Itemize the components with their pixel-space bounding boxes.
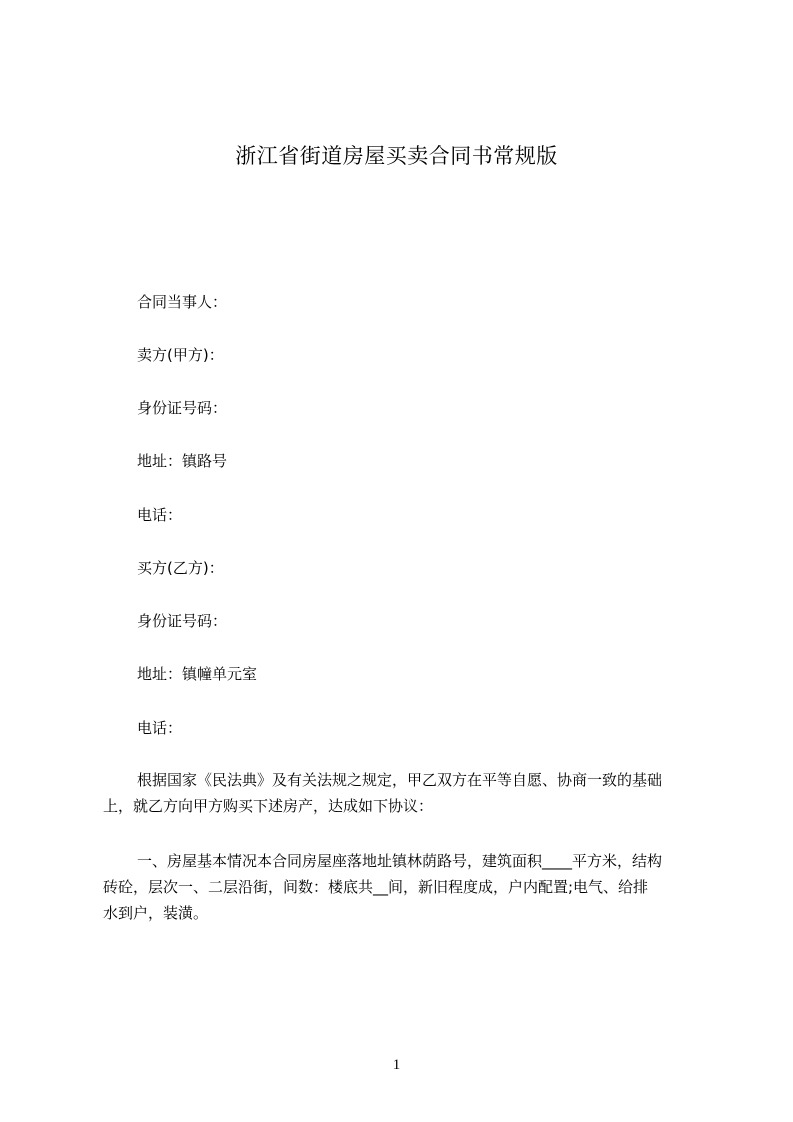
clause-line: 一、房屋基本情况本合同房屋座落地址镇林荫路号，建筑面积____平方米，结构 <box>137 852 663 870</box>
field-parties: 合同当事人： <box>137 293 228 311</box>
preamble-paragraph <box>103 767 715 819</box>
field-buyer-phone: 电话： <box>137 719 183 737</box>
field-buyer-id-number: 身份证号码： <box>137 612 228 630</box>
clause-line: 砖砼，层次一、二层沿街，间数：楼底共__间，新旧程度成，户内配置;电气、给排 <box>103 878 649 896</box>
clause-line: 水到户，装潢。 <box>103 904 209 922</box>
field-seller-address: 地址：镇路号 <box>137 452 228 470</box>
page-number: 1 <box>392 1057 401 1073</box>
field-buyer: 买方(乙方)： <box>137 559 224 577</box>
preamble-line: 上，就乙方向甲方购买下述房产，达成如下协议： <box>103 797 434 815</box>
clause-1-paragraph <box>103 848 715 926</box>
field-seller: 卖方(甲方)： <box>137 346 224 364</box>
document-title: 浙江省街道房屋买卖合同书常规版 <box>235 144 558 168</box>
field-seller-phone: 电话： <box>137 506 183 524</box>
field-buyer-address: 地址：镇幢单元室 <box>137 665 258 683</box>
field-seller-id-number: 身份证号码： <box>137 399 228 417</box>
preamble-line: 根据国家《民法典》及有关法规之规定，甲乙双方在平等自愿、协商一致的基础 <box>137 771 663 789</box>
